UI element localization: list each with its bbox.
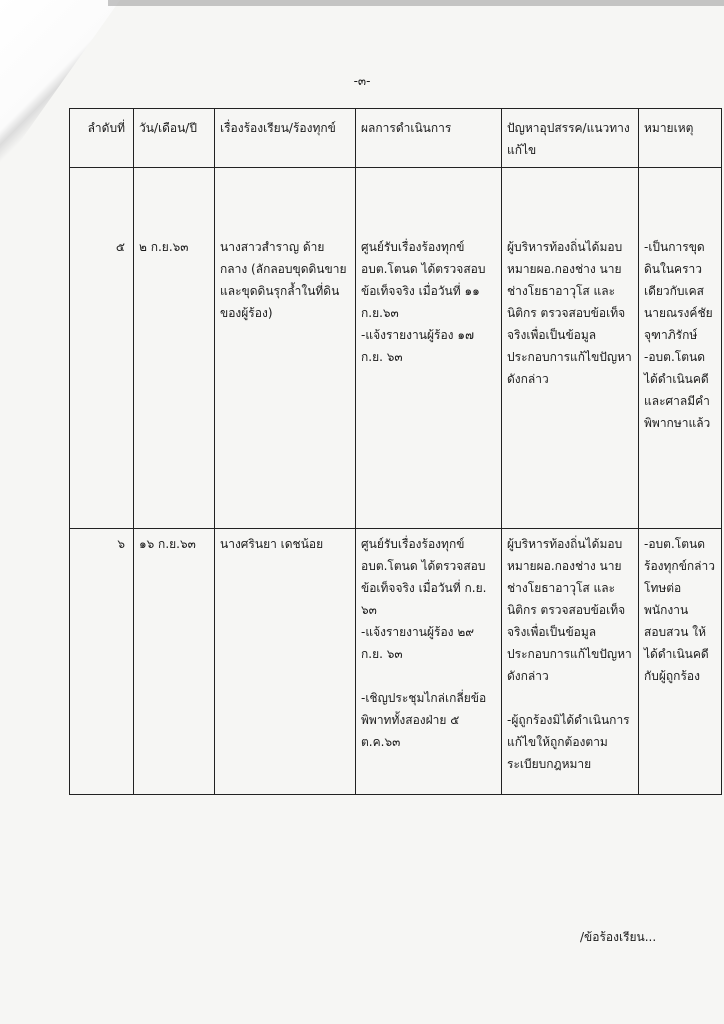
row-subject: นางสาวสำราญ ด้ายกลาง (ลักลอบขุดดินขายและขุดดินรุกล้ำในที่ดินของผู้ร้อง) xyxy=(215,168,356,529)
result-line: -เชิญประชุมไกล่เกลี่ยข้อพิพาททั้งสองฝ่าย ๕ ต.ค.๖๓ xyxy=(361,691,487,749)
row-subject: นางศรินยา เดชน้อย xyxy=(215,529,356,795)
page-number: -๓- xyxy=(353,74,371,88)
header-date: วัน/เดือน/ปี xyxy=(134,109,215,168)
header-no: ลำดับที่ xyxy=(70,109,134,168)
result-line: ศูนย์รับเรื่องร้องทุกข์ อบต.โตนด ได้ตรวจสอบข้อเท็จจริง เมื่อวันที่ ๑๑ ก.ย.๖๓ xyxy=(361,240,486,320)
result-line: ศูนย์รับเรื่องร้องทุกข์ อบต.โตนด ได้ตรวจสอบข้อเท็จจริง เมื่อวันที่ ก.ย. ๖๓ xyxy=(361,537,487,617)
row-problem xyxy=(502,529,639,795)
result-line: -แจ้งรายงานผู้ร้อง ๒๙ ก.ย. ๖๓ xyxy=(361,625,475,661)
spacer xyxy=(361,665,496,687)
continuation-note: /ข้อร้องเรียน... xyxy=(580,930,657,944)
header-problem: ปัญหาอุปสรรค/แนวทางแก้ไข xyxy=(502,109,639,168)
row-result xyxy=(356,529,502,795)
row-no: ๕ xyxy=(70,168,134,529)
spacer xyxy=(507,687,633,709)
table-row xyxy=(70,168,722,529)
row-result xyxy=(356,168,502,529)
remark-line: -อบต.โตนดได้ดำเนินคดีและศาลมีคำพิพากษาแล้ว xyxy=(644,350,711,430)
result-line: -แจ้งรายงานผู้ร้อง ๑๗ ก.ย. ๖๓ xyxy=(361,328,474,364)
complaint-table xyxy=(69,108,722,795)
header-result: ผลการดำเนินการ xyxy=(356,109,502,168)
row-date: ๑๖ ก.ย.๖๓ xyxy=(134,529,215,795)
problem-line: -ผู้ถูกร้องมิได้ดำเนินการแก้ไขให้ถูกต้องตามระเบียบกฎหมาย xyxy=(507,713,630,771)
remark-line: -อบต.โตนด ร้องทุกข์กล่าวโทษต่อพนักงานสอบสวน ให้ได้ดำเนินคดีกับผู้ถูกร้อง xyxy=(644,537,715,683)
row-problem xyxy=(502,168,639,529)
scan-edge xyxy=(108,0,724,6)
problem-line: ผู้บริหารท้องถิ่นได้มอบหมายผอ.กองช่าง นายช่างโยธาอาวุโส และนิติกร ตรวจสอบข้อเท็จจริงเพื่อเป็นข้อมูลประกอบการแก้ไขปัญหาดังกล่าว xyxy=(507,537,632,683)
table-header-row xyxy=(70,109,722,168)
row-remark xyxy=(639,529,722,795)
row-no: ๖ xyxy=(70,529,134,795)
header-remark: หมายเหตุ xyxy=(639,109,722,168)
table-row xyxy=(70,529,722,795)
problem-line: ผู้บริหารท้องถิ่นได้มอบหมายผอ.กองช่าง นายช่างโยธาอาวุโส และนิติกร ตรวจสอบข้อเท็จจริงเพื่อเป็นข้อมูลประกอบการแก้ไขปัญหาดังกล่าว xyxy=(507,240,632,386)
remark-line: -เป็นการขุดดินในคราวเดียวกับเคส นายณรงค์ชัย จุฑาภิรักษ์ xyxy=(644,240,713,342)
header-subject: เรื่องร้องเรียน/ร้องทุกข์ xyxy=(215,109,356,168)
row-date: ๒ ก.ย.๖๓ xyxy=(134,168,215,529)
row-remark xyxy=(639,168,722,529)
